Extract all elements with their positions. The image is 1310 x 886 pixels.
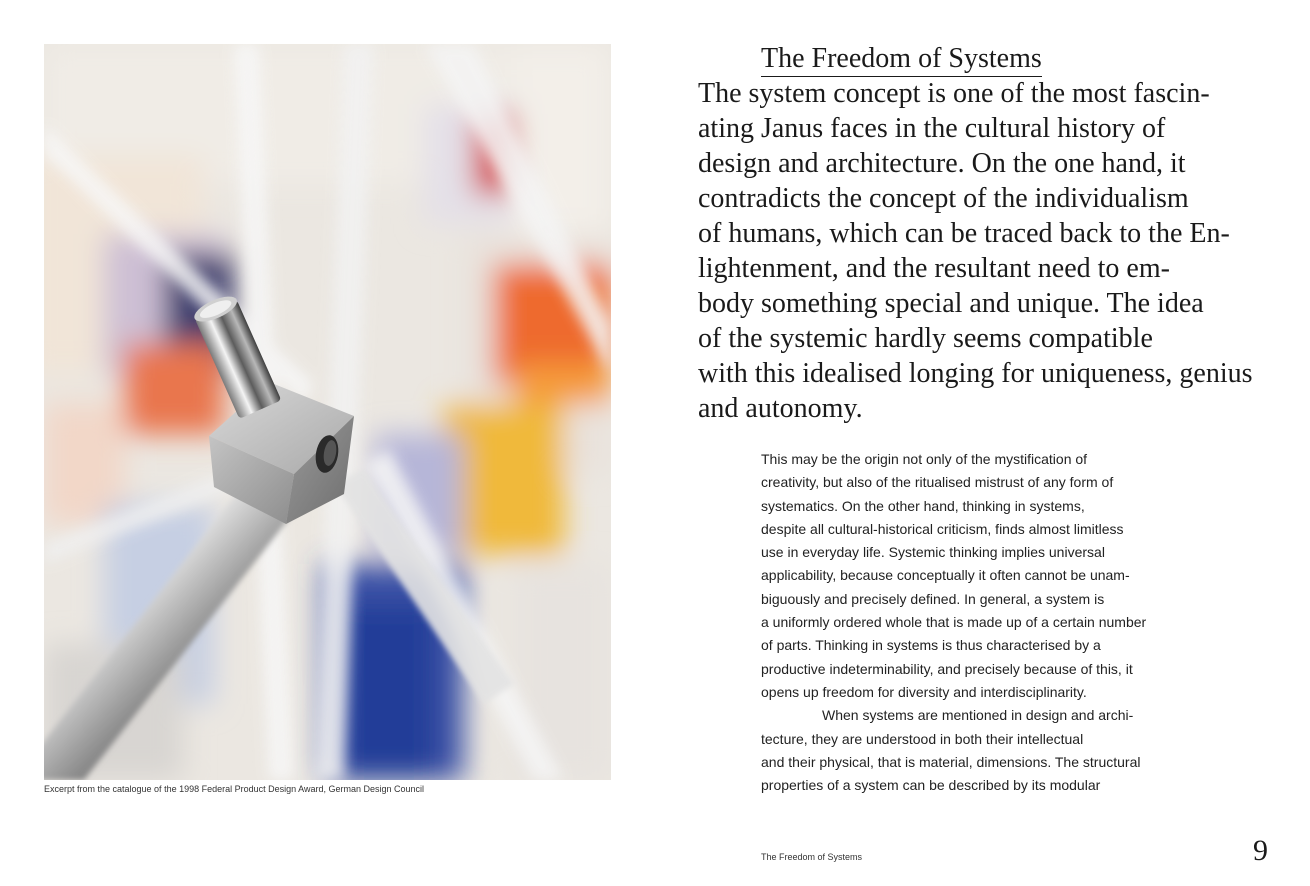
body-line: This may be the origin not only of the mystification of — [761, 451, 1088, 467]
running-footer-title: The Freedom of Systems — [761, 852, 863, 862]
body-line: creativity, but also of the ritualised mistrust of any form of — [761, 474, 1114, 491]
body-line: productive indeterminability, and precisely because of this, it — [761, 660, 1133, 677]
body-line: tecture, they are understood in both their intellectual — [761, 730, 1084, 747]
lead-line: body something special and unique. The idea — [698, 288, 1204, 319]
lead-paragraph — [698, 76, 1288, 426]
body-line: applicability, because conceptually it often cannot be unam- — [761, 567, 1130, 584]
body-line-indented: When systems are mentioned in design and archi- — [822, 707, 1134, 724]
body-line: systematics. On the other hand, thinking in systems, — [761, 497, 1085, 514]
lead-line: The system concept is one of the most fascin- — [698, 78, 1210, 109]
lead-line: of the systemic hardly seems compatible — [698, 323, 1153, 354]
lead-line: design and architecture. On the one hand, it — [698, 148, 1186, 179]
body-line: despite all cultural-historical criticism, finds almost limitless — [761, 520, 1124, 537]
lead-line: and autonomy. — [698, 393, 863, 424]
system-connector-photo — [44, 44, 611, 780]
body-line: opens up freedom for diversity and interdisciplinarity. — [761, 683, 1087, 700]
lead-line: contradicts the concept of the individualism — [698, 183, 1189, 214]
page-number: 9 — [1253, 834, 1268, 867]
lead-line: with this idealised longing for uniqueness, genius — [698, 358, 1253, 389]
article-title: The Freedom of Systems — [761, 42, 1042, 77]
body-line: and their physical, that is material, dimensions. The structural — [761, 753, 1141, 770]
body-text — [761, 448, 1201, 797]
body-line: biguously and precisely defined. In general, a system is — [761, 590, 1105, 607]
lead-line: lightenment, and the resultant need to em- — [698, 253, 1170, 284]
lead-line: ating Janus faces in the cultural history of — [698, 113, 1166, 144]
body-line: a uniformly ordered whole that is made up of a certain number — [761, 614, 1147, 631]
photo-illustration — [44, 44, 611, 780]
body-line: properties of a system can be described by its modular — [761, 777, 1101, 794]
photo-caption: Excerpt from the catalogue of the 1998 Federal Product Design Award, German Design Council — [44, 784, 425, 794]
body-line: use in everyday life. Systemic thinking implies universal — [761, 544, 1105, 561]
lead-line: of humans, which can be traced back to the En- — [698, 218, 1230, 249]
body-line: of parts. Thinking in systems is thus characterised by a — [761, 637, 1101, 654]
